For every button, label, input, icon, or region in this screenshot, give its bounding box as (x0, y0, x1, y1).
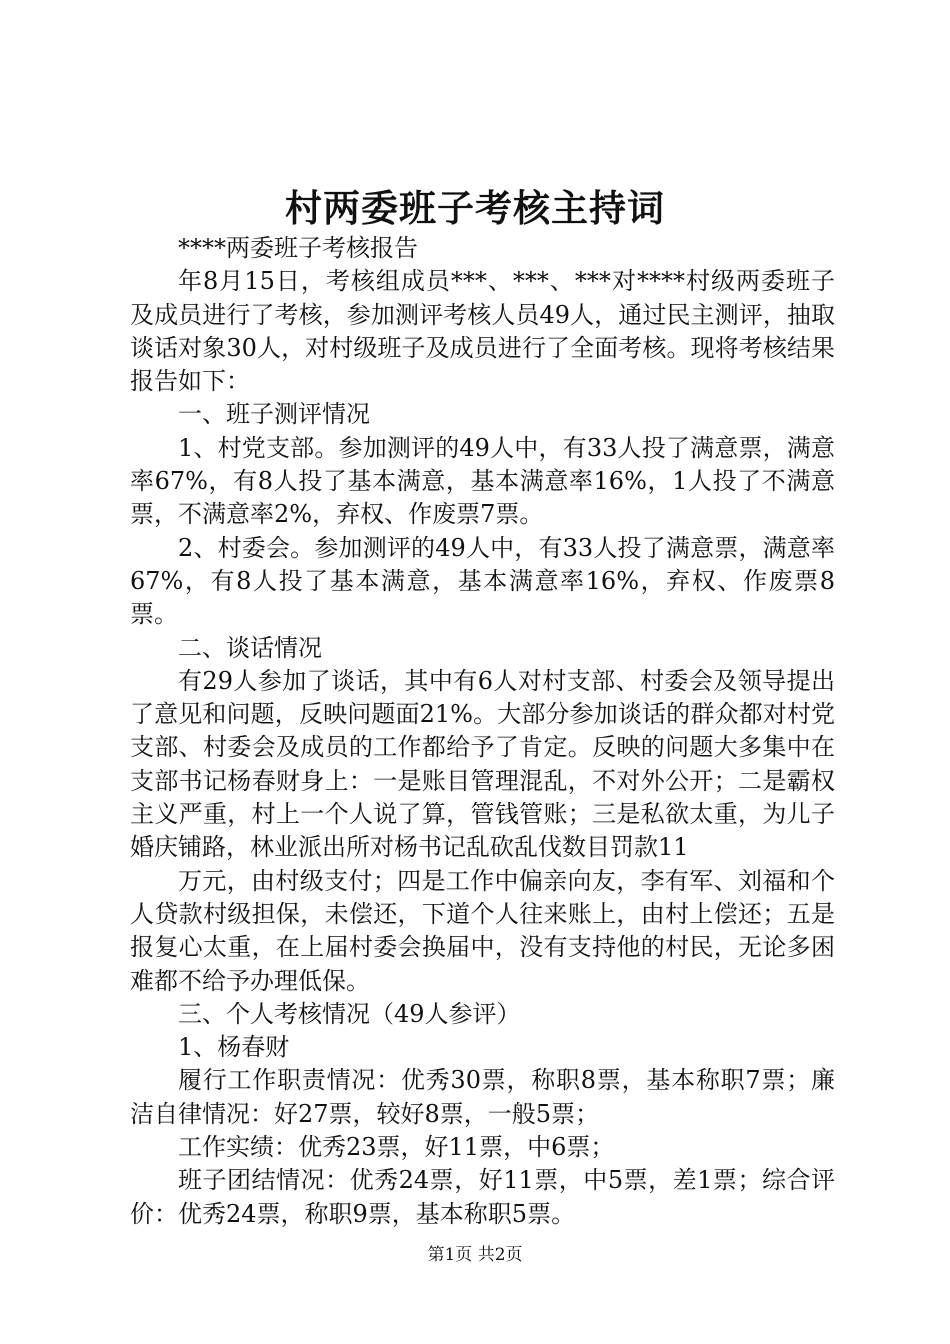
interview-continued-paragraph: 万元，由村级支付；四是工作中偏亲向友，李有军、刘福和个人贷款村级担保，未偿还，下道个人往来账上，由村上偿还；五是报复心太重，在上届村委会换届中，没有支持他的村民，无论多困难都不给予办理低保。 (130, 866, 835, 995)
report-heading: ****两委班子考核报告 (178, 234, 418, 262)
party-branch-paragraph: 1、村党支部。参加测评的49人中，有33人投了满意票，满意率67%，有8人投了基本满意，基本满意率16%，1人投了不满意票，不满意率2%，弃权、作废票7票。 (130, 433, 835, 529)
section-heading-evaluation: 一、班子测评情况 (178, 400, 370, 429)
village-committee-paragraph: 2、村委会。参加测评的49人中，有33人投了满意票，满意率67%，有8人投了基本满意，基本满意率16%，弃权、作废票8票。 (130, 533, 835, 629)
individual-name: 1、杨春财 (178, 1033, 290, 1062)
document-title: 村两委班子考核主持词 (285, 186, 665, 230)
duty-integrity-paragraph: 履行工作职责情况：优秀30票，称职8票，基本称职7票；廉洁自律情况：好27票，较好8票，一般5票； (130, 1066, 835, 1128)
document-body (130, 232, 835, 1231)
section-heading-interview: 二、谈话情况 (178, 633, 322, 662)
interview-paragraph: 有29人参加了谈话，其中有6人对村支部、村委会及领导提出了意见和问题，反映问题面21%。大部分参加谈话的群众都对村党支部、村委会及成员的工作都给予了肯定。反映的问题大多集中在支部书记杨春财身上：一是账目管理混乱，不对外公开；二是霸权主义严重，村上一个人说了算，管钱管账；三是私欲太重，为儿子婚庆铺路，林业派出所对杨书记乱砍乱伐数目罚款11 (130, 666, 835, 862)
performance-paragraph: 工作实绩：优秀23票，好11票，中6票； (178, 1133, 615, 1162)
page-footer: 第1页 共2页 (427, 1245, 523, 1265)
unity-overall-paragraph: 班子团结情况：优秀24票，好11票，中5票，差1票；综合评价：优秀24票，称职9票，基本称职5票。 (130, 1166, 835, 1228)
section-heading-individual: 三、个人考核情况（49人参评） (178, 999, 521, 1028)
intro-paragraph: 年8月15日，考核组成员***、***、***对****村级两委班子及成员进行了考核，参加测评考核人员49人，通过民主测评，抽取谈话对象30人，对村级班子及成员进行了全面考核。现将考核结果报告如下： (130, 267, 835, 396)
